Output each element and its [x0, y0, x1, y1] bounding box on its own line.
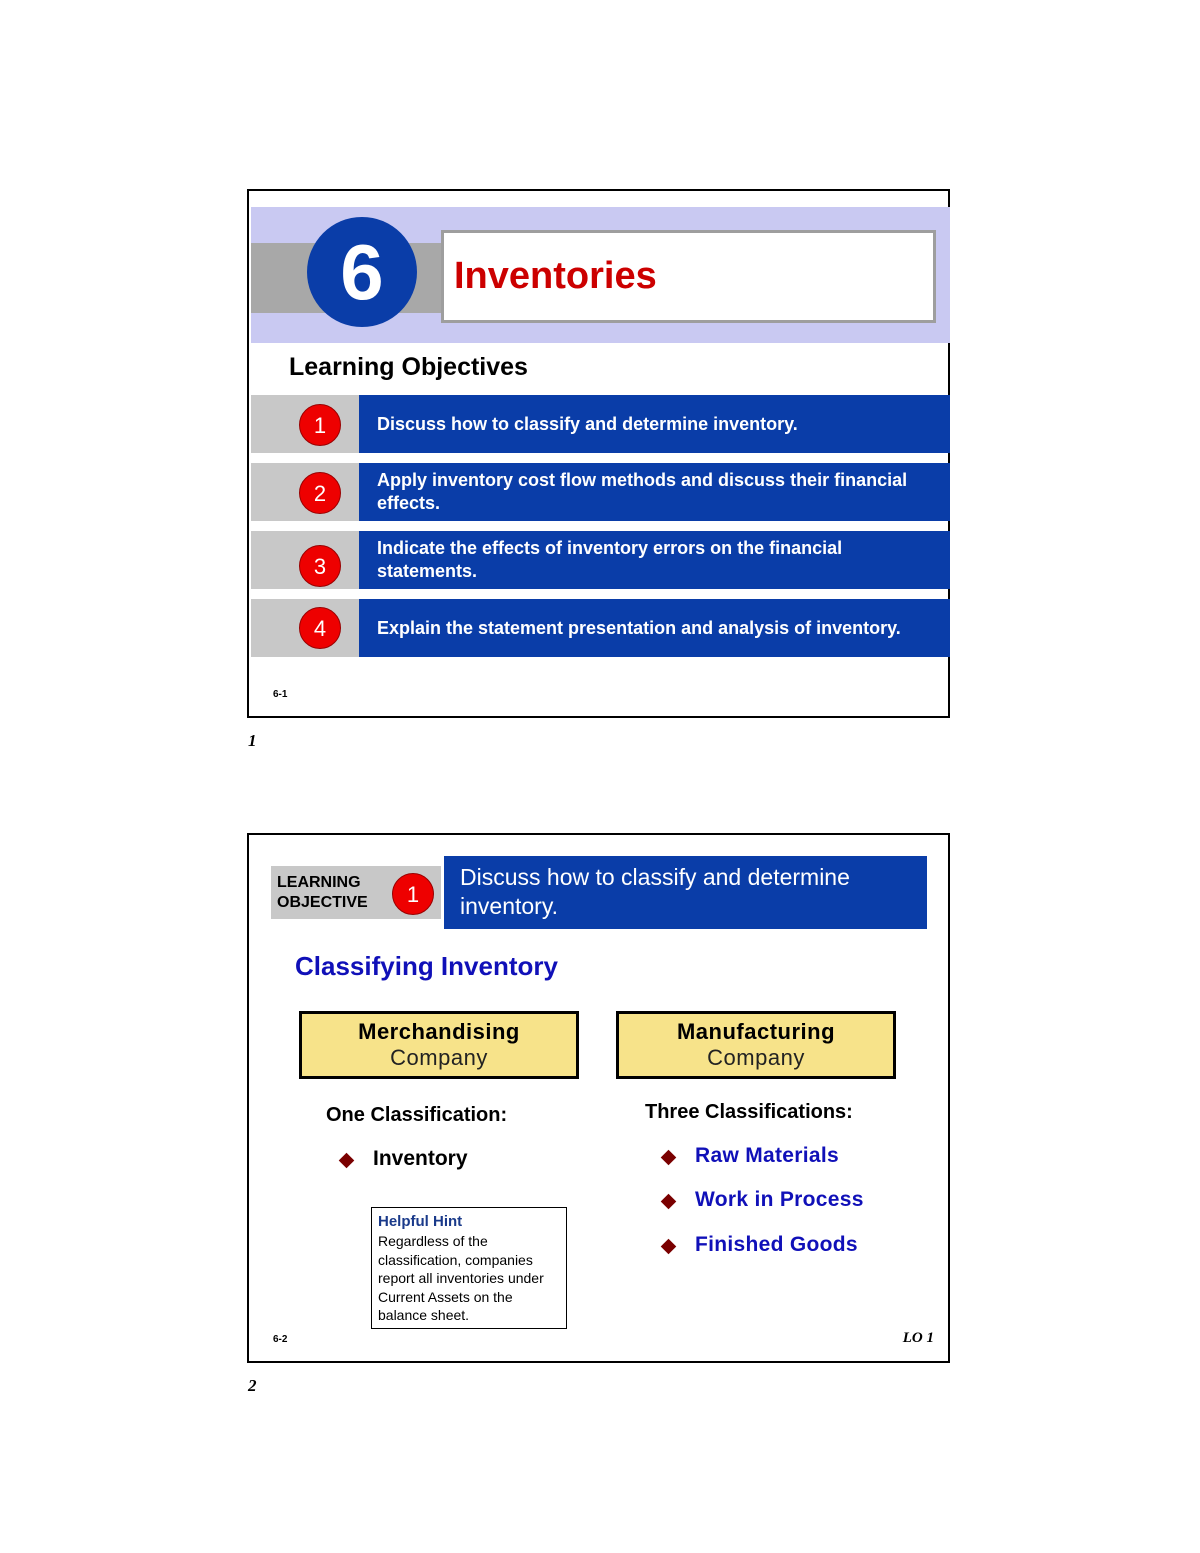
objective-row — [251, 531, 950, 589]
learning-objective-label: LEARNING OBJECTIVE — [277, 874, 368, 911]
objective-number-badge: 2 — [299, 472, 341, 514]
slide-2 — [247, 833, 950, 1363]
lo-footer: LO 1 — [902, 1330, 934, 1346]
objective-number-badge: 4 — [299, 607, 341, 649]
slide-1 — [247, 189, 950, 718]
slide-id: 6-1 — [273, 689, 288, 700]
chapter-number-badge: 6 — [307, 217, 417, 327]
objective-text: Apply inventory cost flow methods and discuss their financial effects. — [377, 470, 908, 513]
diamond-bullet-icon — [661, 1239, 677, 1255]
company-label: Company — [390, 1045, 488, 1070]
slide-id: 6-2 — [273, 1334, 288, 1345]
company-label: Company — [707, 1045, 805, 1070]
diamond-bullet-icon — [661, 1194, 677, 1210]
classification-heading: One Classification: — [326, 1104, 508, 1126]
helpful-hint-box — [371, 1207, 567, 1329]
hint-text: Regardless of the classification, companies report all inventories under Current Assets on the balance sheet. — [378, 1233, 544, 1323]
company-type: Merchandising — [358, 1019, 520, 1044]
classification-item: Work in Process — [695, 1188, 864, 1211]
hint-title: Helpful Hint — [378, 1213, 463, 1230]
page-number: 2 — [248, 1376, 257, 1395]
classification-item: Finished Goods — [695, 1233, 858, 1256]
objective-number-badge: 1 — [299, 404, 341, 446]
objective-text: Indicate the effects of inventory errors on the financial statements. — [377, 538, 843, 581]
objective-text: Discuss how to classify and determine inventory. — [377, 413, 798, 434]
merchandising-company-box — [299, 1011, 579, 1079]
objective-number-badge: 3 — [299, 545, 341, 587]
learning-objectives-heading: Learning Objectives — [289, 353, 528, 381]
objective-text: Explain the statement presentation and analysis of inventory. — [377, 617, 901, 638]
manufacturing-company-box — [616, 1011, 896, 1079]
classification-item: Raw Materials — [695, 1144, 839, 1167]
company-type: Manufacturing — [676, 1019, 836, 1044]
objective-row — [251, 395, 950, 453]
objective-row — [251, 599, 950, 657]
diamond-bullet-icon — [661, 1150, 677, 1166]
page-number: 1 — [248, 731, 257, 750]
chapter-title: Inventories — [454, 255, 657, 297]
classification-item: Inventory — [373, 1147, 468, 1170]
objective-number-badge: 1 — [392, 873, 434, 915]
slide-heading: Classifying Inventory — [295, 951, 558, 981]
objective-row — [251, 463, 950, 521]
diamond-bullet-icon — [339, 1153, 355, 1169]
objective-banner-text: Discuss how to classify and determine inventory. — [460, 864, 850, 919]
classification-heading: Three Classifications: — [645, 1101, 853, 1123]
